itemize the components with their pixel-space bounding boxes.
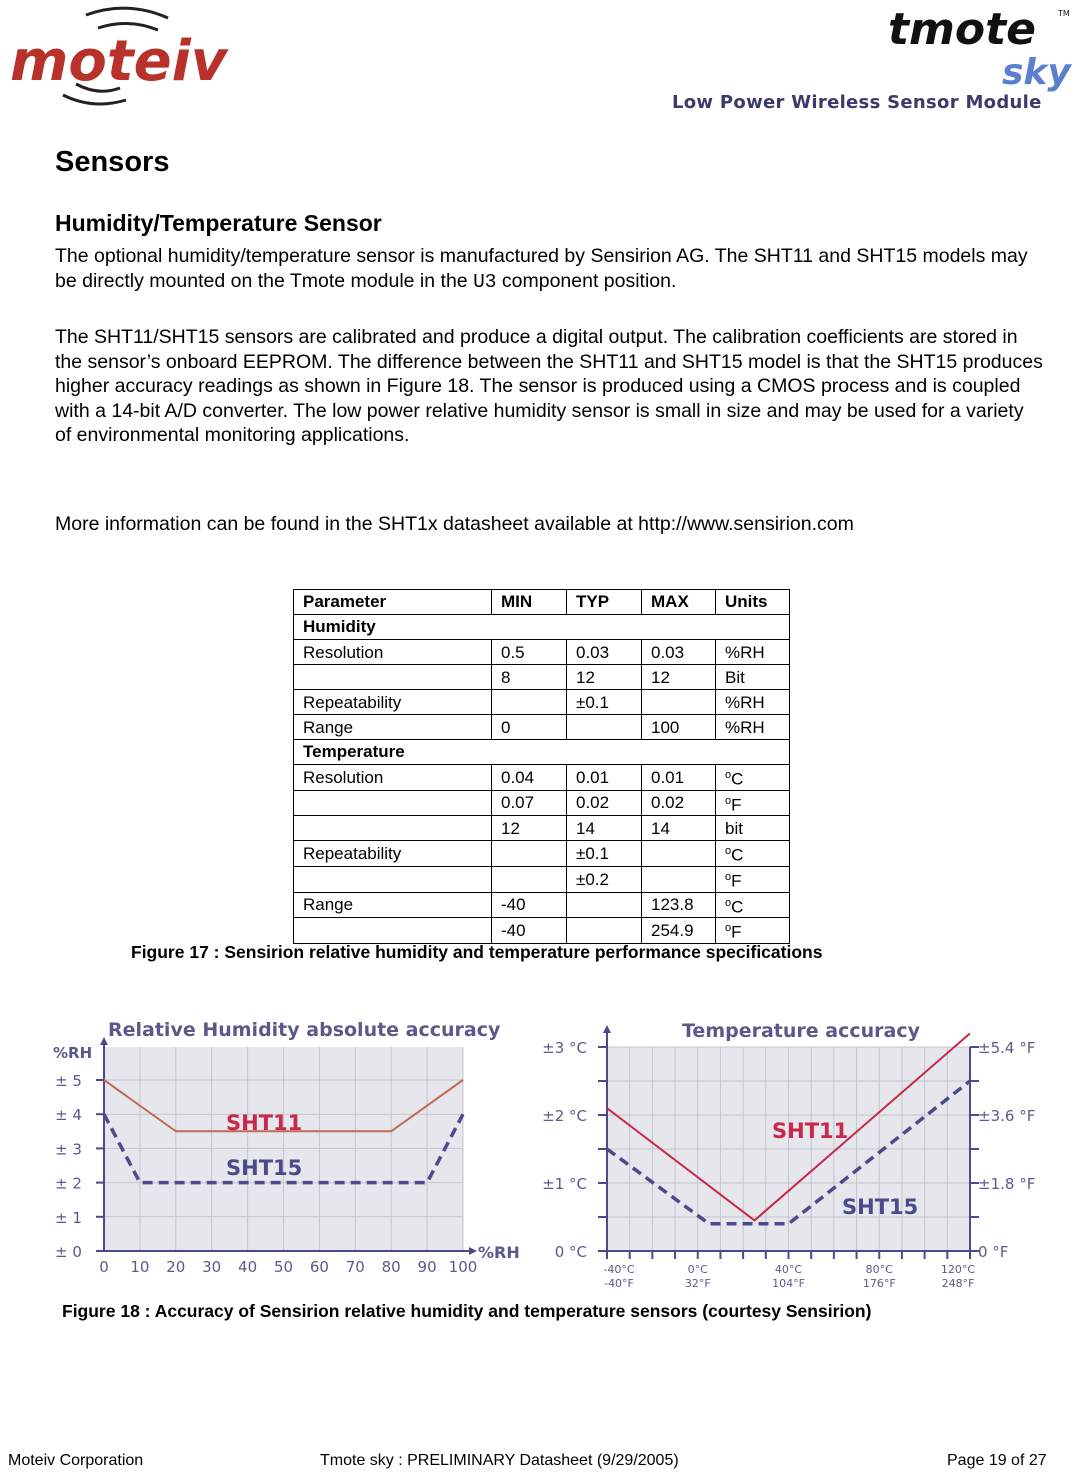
- table-row: [294, 765, 790, 791]
- spec-table: [293, 589, 790, 944]
- table-cell: ±0.2: [567, 866, 642, 892]
- table-cell: 0.01: [642, 765, 716, 791]
- table-cell: 0.02: [567, 790, 642, 816]
- temperature-rows: [294, 765, 790, 944]
- sky-logo-text: sky: [1002, 52, 1071, 93]
- table-group-row: [294, 740, 790, 765]
- table-cell: 8: [492, 665, 567, 690]
- table-cell: %RH: [716, 640, 790, 665]
- table-cell: 0: [492, 715, 567, 740]
- y-tick-label: ±2 °C: [542, 1107, 587, 1125]
- table-header: TYP: [567, 590, 642, 615]
- table-cell: Range: [294, 892, 492, 918]
- table-cell: Resolution: [294, 640, 492, 665]
- y-tick-label-right: ±5.4 °F: [978, 1039, 1036, 1057]
- table-cell: [294, 665, 492, 690]
- table-group-row: [294, 615, 790, 640]
- table-cell: [642, 690, 716, 715]
- table-cell: 0.03: [567, 640, 642, 665]
- table-cell: -40: [492, 892, 567, 918]
- y-axis-label: %RH: [53, 1044, 93, 1062]
- table-cell: 100: [642, 715, 716, 740]
- table-header: MIN: [492, 590, 567, 615]
- table-cell: [567, 892, 642, 918]
- y-tick-label: ±1 °C: [542, 1175, 587, 1193]
- footer-page-number: Page 19 of 27: [947, 1452, 1047, 1469]
- x-tick-label: 100: [448, 1258, 478, 1276]
- unit-label: C: [731, 845, 744, 865]
- table-cell: [294, 918, 492, 944]
- x-tick-label-celsius: 120°C: [940, 1263, 976, 1276]
- figure17-caption: Figure 17 : Sensirion relative humidity and temperature performance specifications: [131, 942, 823, 962]
- tmote-logo-text: tmote: [888, 4, 1036, 55]
- table-cell: 0.04: [492, 765, 567, 791]
- table-cell: 0.02: [642, 790, 716, 816]
- x-tick-label: 20: [166, 1258, 186, 1276]
- degree-symbol: o: [725, 769, 732, 781]
- table-cell: [716, 918, 790, 944]
- table-cell: [294, 816, 492, 841]
- table-cell: [567, 918, 642, 944]
- series-label-sht15: SHT15: [842, 1195, 919, 1219]
- table-cell: [492, 841, 567, 867]
- degree-symbol: o: [725, 870, 732, 883]
- subsection-title: Humidity/Temperature Sensor: [55, 210, 382, 236]
- table-cell: 12: [492, 816, 567, 841]
- y-tick-label: ±3 °C: [542, 1039, 587, 1057]
- x-tick-label-celsius: 0°C: [687, 1263, 708, 1276]
- table-row: [294, 715, 790, 740]
- y-tick-label: ± 4: [55, 1106, 82, 1125]
- series-label-sht11: SHT11: [772, 1119, 849, 1143]
- table-cell: ±0.1: [567, 690, 642, 715]
- y-tick-label-right: 0 °F: [978, 1243, 1009, 1261]
- temp-accuracy-chart: [542, 1020, 1035, 1290]
- component-code: U3: [473, 270, 497, 293]
- table-cell: [567, 715, 642, 740]
- table-cell: Bit: [716, 665, 790, 690]
- y-tick-label: ± 0: [55, 1243, 82, 1261]
- table-cell: ±0.1: [567, 841, 642, 867]
- table-cell: Range: [294, 715, 492, 740]
- chart-title: Relative Humidity absolute accuracy: [108, 1019, 501, 1041]
- degree-symbol: o: [725, 845, 732, 858]
- paragraph-calibration: The SHT11/SHT15 sensors are calibrated and produce a digital output. The calibration coefficients are stored in the sensor’s onboard EEPROM. The difference between the SHT11 and SHT15 model is that the SHT15 produces higher accuracy readings as shown in Figure 18. The sensor is produced using a CMOS process and is coupled with a 14-bit A/D converter. The low power relative humidity sensor is small in size and may be used for a variety of environmental monitoring applications.: [55, 326, 1043, 446]
- y-tick-label: 0 °C: [554, 1243, 587, 1261]
- table-cell: Resolution: [294, 765, 492, 791]
- section-title: Sensors: [55, 146, 170, 178]
- series-label-sht15: SHT15: [226, 1156, 303, 1180]
- table-cell: 0.01: [567, 765, 642, 791]
- table-row: [294, 866, 790, 892]
- table-cell: [716, 790, 790, 816]
- x-tick-label-celsius: 80°C: [865, 1263, 893, 1276]
- moteiv-logo-text: moteiv: [10, 29, 228, 94]
- trademark-mark: TM: [1058, 9, 1070, 18]
- table-cell: Repeatability: [294, 841, 492, 867]
- table-cell: bit: [716, 816, 790, 841]
- table-cell: [716, 765, 790, 791]
- figure18-caption: Figure 18 : Accuracy of Sensirion relative humidity and temperature sensors (courtesy Sensirion): [62, 1301, 872, 1321]
- paragraph-intro: [55, 244, 1045, 294]
- table-cell: 14: [642, 816, 716, 841]
- degree-symbol: o: [725, 896, 732, 909]
- x-tick-label: 40: [238, 1258, 258, 1276]
- x-tick-label: 30: [202, 1258, 222, 1276]
- table-cell: -40: [492, 918, 567, 944]
- rh-accuracy-chart: [53, 1019, 520, 1276]
- x-tick-label: 60: [309, 1258, 329, 1276]
- x-tick-label: 70: [345, 1258, 365, 1276]
- x-tick-label-fahrenheit: 248°F: [941, 1277, 975, 1290]
- humidity-group-label: Humidity: [294, 615, 790, 640]
- temperature-group-label: Temperature: [294, 740, 790, 765]
- x-tick-label-celsius: 40°C: [774, 1263, 803, 1276]
- table-header: Parameter: [294, 590, 492, 615]
- paragraph-more-info: More information can be found in the SHT1x datasheet available at http://www.sensirion.com: [55, 513, 854, 535]
- table-cell: 0.07: [492, 790, 567, 816]
- x-tick-label: 50: [273, 1258, 294, 1276]
- x-tick-label-fahrenheit: -40°F: [604, 1277, 634, 1290]
- y-tick-label: ± 1: [55, 1208, 82, 1227]
- tmote-sky-logo: [880, 0, 1080, 95]
- table-cell: [642, 866, 716, 892]
- chart-title: Temperature accuracy: [682, 1020, 920, 1042]
- y-tick-label: ± 5: [55, 1072, 82, 1090]
- x-tick-label: 80: [381, 1258, 401, 1276]
- footer-company: Moteiv Corporation: [8, 1452, 144, 1469]
- y-tick-label-right: ±1.8 °F: [978, 1175, 1036, 1193]
- x-tick-label-fahrenheit: 32°F: [684, 1277, 711, 1290]
- x-axis-arrow: [469, 1247, 477, 1255]
- unit-label: F: [731, 795, 742, 815]
- y-tick-label-right: ±3.6 °F: [978, 1107, 1036, 1125]
- humidity-rows: [294, 640, 790, 740]
- table-cell: 12: [567, 665, 642, 690]
- table-cell: [716, 892, 790, 918]
- x-axis-label: %RH: [478, 1243, 520, 1262]
- table-header-row: [294, 590, 790, 615]
- degree-symbol: o: [725, 794, 732, 807]
- table-row: [294, 665, 790, 690]
- table-cell: %RH: [716, 715, 790, 740]
- paragraph-intro-a: The optional humidity/temperature sensor is manufactured by Sensirion AG. The SHT11 and SHT15 models may be directly mounted on the Tmote module in the: [55, 245, 1028, 292]
- table-cell: [492, 690, 567, 715]
- table-row: [294, 690, 790, 715]
- degree-symbol: o: [725, 922, 732, 935]
- table-header: Units: [716, 590, 790, 615]
- table-row: [294, 841, 790, 867]
- table-row: [294, 918, 790, 944]
- unit-label: F: [731, 922, 742, 942]
- table-cell: 0.03: [642, 640, 716, 665]
- table-cell: [294, 866, 492, 892]
- unit-label: C: [731, 897, 744, 917]
- table-cell: 0.5: [492, 640, 567, 665]
- table-cell: 254.9: [642, 918, 716, 944]
- x-tick-label-fahrenheit: 176°F: [862, 1277, 896, 1290]
- series-label-sht11: SHT11: [226, 1111, 303, 1135]
- accuracy-charts: [0, 1010, 1081, 1300]
- x-tick-label: 0: [99, 1258, 109, 1276]
- table-cell: [716, 841, 790, 867]
- unit-label: F: [731, 871, 742, 891]
- table-row: [294, 816, 790, 841]
- footer-doc-title: Tmote sky : PRELIMINARY Datasheet (9/29/2005): [320, 1452, 679, 1469]
- table-cell: 12: [642, 665, 716, 690]
- paragraph-intro-b: component position.: [496, 269, 677, 292]
- x-tick-label-fahrenheit: 104°F: [772, 1277, 805, 1290]
- table-cell: [642, 841, 716, 867]
- tagline: Low Power Wireless Sensor Module: [672, 92, 1042, 113]
- x-tick-label-celsius: -40°C: [603, 1263, 635, 1276]
- table-cell: [492, 866, 567, 892]
- table-row: [294, 640, 790, 665]
- table-cell: Repeatability: [294, 690, 492, 715]
- y-tick-label: ± 2: [55, 1174, 82, 1193]
- y-axis-arrow: [100, 1037, 108, 1045]
- table-row: [294, 892, 790, 918]
- x-tick-label: 90: [417, 1258, 437, 1276]
- unit-label: C: [731, 769, 744, 789]
- table-cell: 14: [567, 816, 642, 841]
- table-header: MAX: [642, 590, 716, 615]
- table-cell: [294, 790, 492, 816]
- x-tick-label: 10: [130, 1258, 150, 1276]
- y-axis-arrow: [603, 1025, 611, 1033]
- table-cell: [716, 866, 790, 892]
- y-tick-label: ± 3: [55, 1140, 82, 1159]
- table-cell: %RH: [716, 690, 790, 715]
- table-cell: 123.8: [642, 892, 716, 918]
- moteiv-logo: [8, 0, 308, 120]
- table-row: [294, 790, 790, 816]
